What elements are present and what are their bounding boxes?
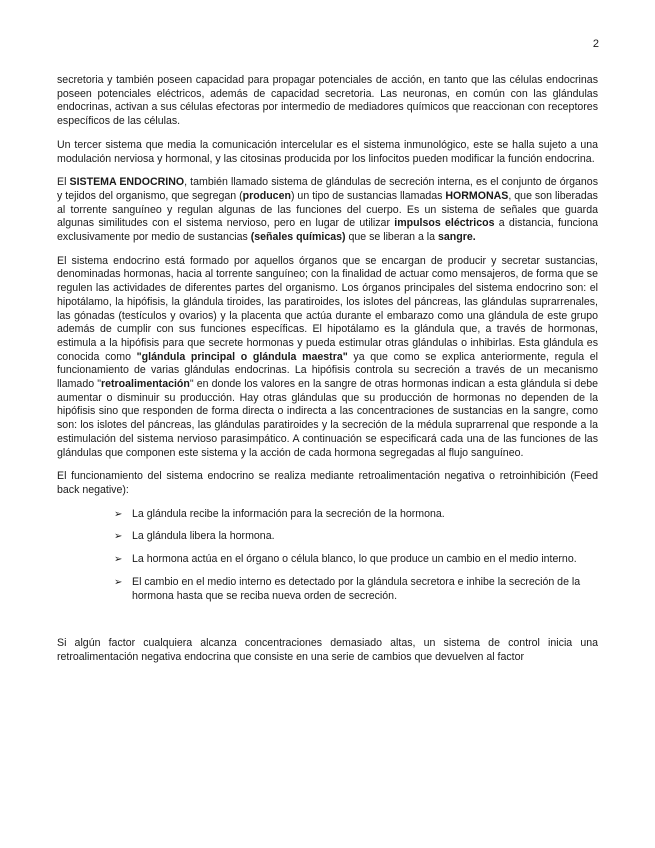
- list-item: ➢ La glándula recibe la información para la secreción de la hormona.: [114, 507, 445, 520]
- page-number: 2: [592, 38, 599, 50]
- term-hormonas: HORMONAS: [445, 189, 509, 202]
- list-item: ➢ La hormona actúa en el órgano o célula blanco, lo que produce un cambio en el medio interno.: [114, 553, 577, 566]
- term-glandula-maestra: "glándula principal o glándula maestra": [136, 350, 348, 363]
- term-impulsos-electricos: impulsos eléctricos: [394, 217, 495, 230]
- arrow-bullet-icon: ➢: [114, 508, 123, 520]
- paragraph-endocrine-definition: El SISTEMA ENDOCRINO, también llamado sistema de glándulas de secreción interna, es el conjunto de órganos y tejidos del organismo, que segregan (producen) un tipo de sustancias llamadas HORMONAS, que son liberadas al torrente sanguíneo y regulan algunas de las funciones del cuerpo. Es un sistema de señales que guarda algunas similitudes con el sistema nervioso, pero en lugar de utilizar impulsos eléctricos a distancia, funciona exclusivamente por medio de sustancias (señales químicas) que se liberan a la sangre.: [57, 176, 599, 244]
- list-item: ➢ El cambio en el medio interno es detectado por la glándula secretora e inhibe la secreción de la hormona hasta que se reciba nueva orden de secreción.: [114, 575, 581, 602]
- term-producen: producen: [242, 189, 291, 202]
- spacer: [57, 615, 598, 637]
- arrow-bullet-icon: ➢: [114, 576, 123, 588]
- paragraph-neurons: secretoria y también poseen capacidad para propagar potenciales de acción, en tanto que las células endocrinas poseen potenciales eléctricos, además de capacidad secretoria. Las neuronas, en común con las glándulas endocrinas, activan a sus células efectoras por intermedio de mediadores químicos que reaccionan con receptores específicos de las células.: [57, 74, 598, 128]
- term-sistema-endocrino: SISTEMA ENDOCRINO: [69, 176, 185, 189]
- paragraph-feedback-intro: El funcionamiento del sistema endocrino se realiza mediante retroalimentación negativa o retroinhibición (Feed back negative):: [57, 470, 598, 496]
- feedback-steps-list: [57, 508, 598, 604]
- document-body: [57, 74, 598, 675]
- paragraph-endocrine-organs: El sistema endocrino está formado por aquellos órganos que se encargan de producir y secretar sustancias, denominadas hormonas, hacia al torrente sanguíneo; con la finalidad de actuar como mensajeros, de forma que se regulen las actividades de diferentes partes del organismo. Los órganos principales del sistema endocrino son: el hipotálamo, la hipófisis, la glándula tiroides, las paratiroides, los islotes del páncreas, las glándulas suprarrenales, las gónadas (testículos y ovarios) y la placenta que actúa durante el embarazo como una glándula de este grupo además de cumplir con sus funciones específicas. El hipotálamo es la glándula que, a través de hormonas, estimula a la hipófisis para que secrete hormonas y pueda estimular otras glándulas o inhibirlas. Esta glándula es conocida como "glándula principal o glándula maestra" ya que como se explica anteriormente, regula el funcionamiento de varias glándulas endocrinas. La hipófisis controla su secreción a través de un mecanismo llamado "retroalimentación" en donde los valores en la sangre de otras hormonas indican a esta glándula si debe aumentar o disminuir su producción. Hay otras glándulas que su producción de hormonas no dependen de la hipófisis sino que responden de forma directa o indirecta a las concentraciones de sustancias en la sangre, como son: los islotes del páncreas, las glándulas paratiroides y la secreción de la médula suprarrenal que responde a la estimulación del sistema nervioso parasimpático. A continuación se especificará cada una de las funciones de las glándulas que componen este sistema y la acción de cada hormona segregadas al flujo sanguíneo.: [57, 254, 598, 459]
- term-senales-quimicas: (señales químicas): [250, 231, 346, 244]
- arrow-bullet-icon: ➢: [114, 531, 123, 543]
- term-sangre: sangre.: [438, 231, 476, 244]
- term-retroalimentacion: retroalimentación: [100, 378, 190, 391]
- paragraph-immune-system: Un tercer sistema que media la comunicación intercelular es el sistema inmunológico, este se halla sujeto a una modulación nerviosa y hormonal, y las citosinas producida por los linfocitos pueden modificar la función endocrina.: [57, 138, 598, 165]
- paragraph-negative-feedback: Si algún factor cualquiera alcanza concentraciones demasiado altas, un sistema de control inicia una retroalimentación negativa endocrina que consiste en una serie de cambios que devuelven al factor: [57, 637, 598, 663]
- list-item: ➢ La glándula libera la hormona.: [114, 530, 275, 543]
- arrow-bullet-icon: ➢: [114, 554, 123, 566]
